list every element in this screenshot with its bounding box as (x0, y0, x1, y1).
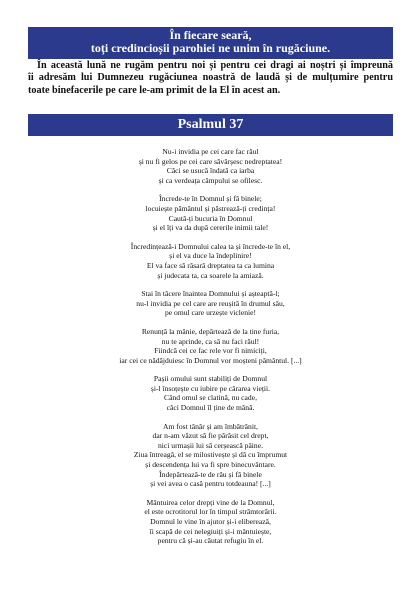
psalm-line: Am fost tânăr și am îmbătrânit, (163, 421, 258, 431)
psalm-line: și judecata ta, ca soarele la amiază. (157, 270, 264, 280)
psalm-line: Când omul se clatină, nu cade, (164, 393, 257, 403)
psalm-stanza (28, 194, 393, 232)
psalm-line: El va face să răsară dreptatea ta ca lumina (146, 260, 275, 270)
psalm-stanza (28, 327, 393, 365)
psalm-line: nu te aprinde, ca să nu faci răul! (161, 336, 260, 346)
psalm-line: și-l însoțește cu iubire pe cărarea vieții. (150, 383, 271, 393)
psalm-line: locuiește pământul și păstrează-ți credința! (145, 203, 276, 213)
psalm-stanza (28, 374, 393, 412)
psalm-line: Încrede-te în Domnul și fă binele; (159, 194, 262, 204)
psalm-line: și el îți va da după cererile inimii tale! (152, 223, 269, 233)
psalm-title: Psalmul 37 (28, 114, 393, 136)
psalm-line: Stai în tăcere înaintea Domnului și așteaptă-l; (141, 289, 280, 299)
psalm-line: îi scapă de cei nelegiuiți și-i mântuiește, (149, 526, 272, 536)
psalm-line: Fiindcă cei ce fac rele vor fi nimiciți, (154, 346, 267, 356)
psalm-line: nu-l invidia pe cel care are reușită în drumul său, (136, 298, 285, 308)
intro-paragraph (28, 60, 393, 97)
psalm-line: Pașii omului sunt stabiliți de Domnul (153, 374, 268, 384)
psalm-stanza (28, 422, 393, 489)
psalm-line: Caută-ți bucuria în Domnul (168, 213, 253, 223)
psalm-stanza (28, 498, 393, 546)
psalm-line: și ca verdeața câmpului se ofilesc. (158, 175, 263, 185)
psalm-stanza (28, 147, 393, 185)
psalm-line: Nu-i invidia pe cei care fac răul (162, 147, 259, 156)
psalm-line: dar n-am văzut să fie părăsit cel drept, (152, 431, 269, 441)
psalm-stanza (28, 242, 393, 280)
psalm-line: Îndepărtează-te de rău și fă binele (159, 469, 262, 479)
psalm-line: Mântuirea celor drepți vine de la Domnul, (146, 497, 275, 507)
psalm-line: Căci se usucă îndată ca iarba (166, 166, 255, 176)
psalm-line: pentru că și-au căutat refugiu în el. (157, 536, 264, 546)
psalm-line: pe omul care urzește viclenie! (164, 308, 257, 318)
psalm-line: iar cei ce nădăjduiesc în Domnul vor moșteni pământul. [...] (119, 355, 302, 365)
banner-line-1: În fiecare seară, (169, 28, 252, 42)
psalm-line: Domnul le vine în ajutor și-i eliberează, (150, 517, 271, 526)
prayer-banner (28, 27, 393, 59)
banner-line-2: toți credincioșii parohiei ne unim în rugăciune. (90, 41, 331, 55)
intro-line-2: îi adresăm lui Dumnezeu rugăciunea noastră de laudă și de mulțumire pentru (28, 72, 393, 84)
psalm-line: căci Domnul îl ține de mână. (166, 403, 255, 413)
psalm-line: Renunță la mânie, depărtează de la tine furia, (141, 326, 280, 336)
psalm-line: Ziua întreagă, el se milostivește și dă cu împrumut (133, 450, 288, 460)
psalm-stanza (28, 289, 393, 318)
psalm-text (28, 147, 393, 555)
psalm-line: și nu fi gelos pe cei care săvârșesc nedreptatea! (138, 156, 283, 166)
psalm-line: și vei avea o casă pentru totdeauna! [...] (150, 479, 271, 489)
intro-line-3: toate binefacerile pe care le-am primit de la El în acest an. (28, 84, 281, 96)
intro-line-1: În această lună ne rugăm pentru noi și pentru cei dragi ai noștri și împreună (37, 60, 393, 71)
psalm-line: nici urmașii lui să cerșească pâine. (157, 440, 263, 450)
psalm-line: și descendența lui va fi spre binecuvântare. (145, 460, 276, 470)
psalm-line: Încredințează-i Domnului calea ta și încrede-te în el, (130, 241, 291, 251)
psalm-line: și el va duce la îndeplinire! (169, 251, 252, 261)
psalm-line: el este ocrotitorul lor în timpul strâmtorării. (144, 507, 277, 517)
